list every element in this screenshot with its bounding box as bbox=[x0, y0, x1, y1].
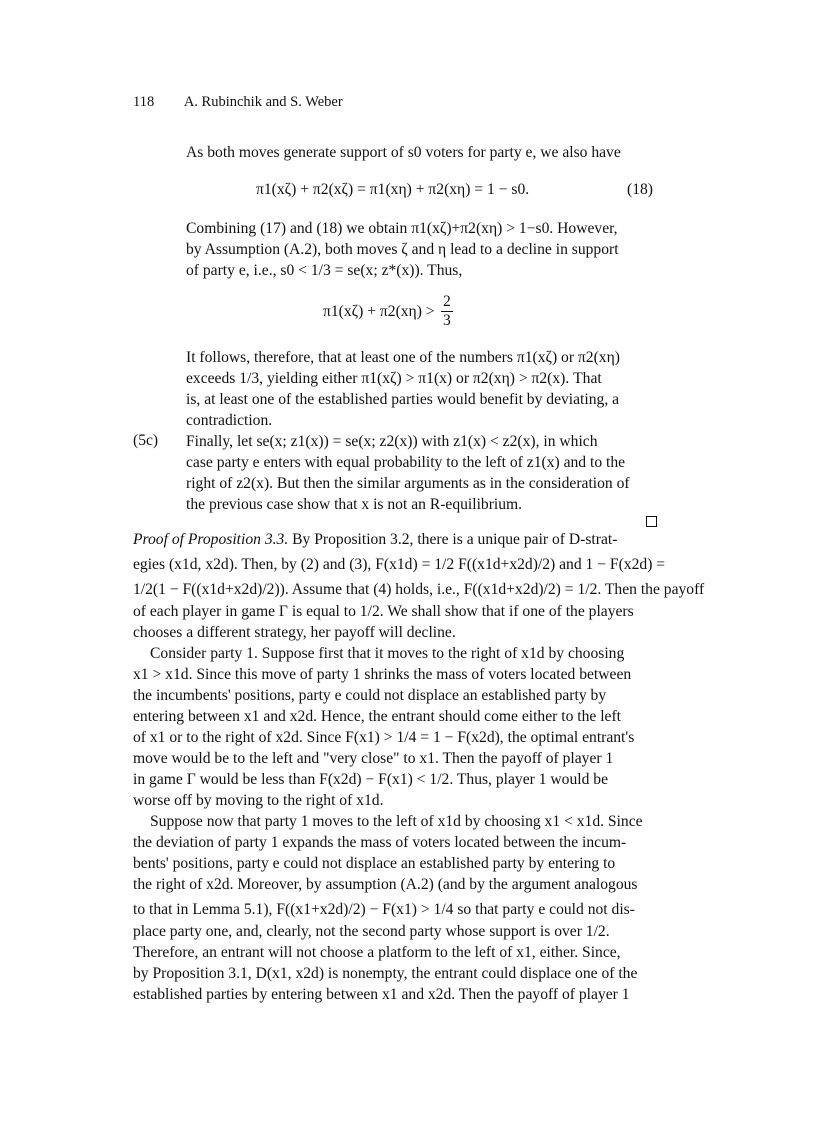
text-line: case party e enters with equal probability to the left of z1(x) and to the bbox=[186, 454, 626, 471]
text-line: established parties by entering between x1 and x2d. Then the payoff of player 1 bbox=[133, 986, 630, 1003]
qed-symbol bbox=[646, 516, 657, 527]
text-line: Therefore, an entrant will not choose a platform to the left of x1, either. Since, bbox=[133, 944, 621, 961]
text-line: It follows, therefore, that at least one of the numbers π1(xζ) or π2(xη) bbox=[186, 349, 620, 366]
text-line: Combining (17) and (18) we obtain π1(xζ)+π2(xη) > 1−s0. However, bbox=[186, 220, 618, 237]
text-line: Suppose now that party 1 moves to the left of x1d by choosing x1 < x1d. Since bbox=[150, 813, 643, 830]
text-line: 1/2(1 − F((x1d+x2d)/2)). Assume that (4) holds, i.e., F((x1d+x2d)/2) = 1/2. Then the payoff bbox=[133, 581, 705, 598]
fraction-two-thirds bbox=[441, 293, 453, 330]
text-line: of x1 or to the right of x2d. Since F(x1) > 1/4 = 1 − F(x2d), the optimal entrant's bbox=[133, 729, 635, 746]
text-line: worse off by moving to the right of x1d. bbox=[133, 792, 384, 809]
text-line: As both moves generate support of s0 voters for party e, we also have bbox=[186, 144, 621, 161]
text-line: of party e, i.e., s0 < 1/3 = se(x; z*(x)). Thus, bbox=[186, 262, 463, 279]
fraction-numerator: 2 bbox=[443, 293, 451, 310]
text-line: in game Γ would be less than F(x2d) − F(x1) < 1/2. Thus, player 1 would be bbox=[133, 771, 609, 788]
text-line: place party one, and, clearly, not the second party whose support is over 1/2. bbox=[133, 923, 610, 940]
text-line: contradiction. bbox=[186, 412, 273, 429]
text-line: by Proposition 3.1, D(x1, x2d) is nonempty, the entrant could displace one of the bbox=[133, 965, 638, 982]
text-line: bents' positions, party e could not displace an established party by entering to bbox=[133, 855, 616, 872]
text-line: the deviation of party 1 expands the mass of voters located between the incum- bbox=[133, 834, 627, 851]
text-line: egies (x1d, x2d). Then, by (2) and (3), F(x1d) = 1/2 F((x1d+x2d)/2) and 1 − F(x2d) = bbox=[133, 556, 666, 573]
fraction-denominator: 3 bbox=[443, 312, 451, 329]
case-label-5c: (5c) bbox=[133, 432, 159, 449]
text-line: Finally, let se(x; z1(x)) = se(x; z2(x)) with z1(x) < z2(x), in which bbox=[186, 433, 598, 450]
text-line: by Assumption (A.2), both moves ζ and η lead to a decline in support bbox=[186, 241, 619, 258]
proof-heading-line bbox=[133, 530, 617, 550]
text-line: the incumbents' positions, party e could not displace an established party by bbox=[133, 687, 607, 704]
text-line: chooses a different strategy, her payoff will decline. bbox=[133, 624, 456, 641]
running-head-authors: A. Rubinchik and S. Weber bbox=[183, 94, 343, 110]
text-line: of each player in game Γ is equal to 1/2. We shall show that if one of the players bbox=[133, 603, 634, 620]
proof-heading: Proof of Proposition 3.3. bbox=[133, 531, 289, 548]
text-line: x1 > x1d. Since this move of party 1 shrinks the mass of voters located between bbox=[133, 666, 632, 683]
text-span: By Proposition 3.2, there is a unique pair of D-strat- bbox=[292, 531, 618, 548]
text-line: exceeds 1/3, yielding either π1(xζ) > π1(x) or π2(xη) > π2(x). That bbox=[186, 370, 602, 387]
text-line: the right of x2d. Moreover, by assumption (A.2) (and by the argument analogous bbox=[133, 876, 638, 893]
text-line: entering between x1 and x2d. Hence, the entrant should come either to the left bbox=[133, 708, 621, 725]
text-line: Consider party 1. Suppose first that it moves to the right of x1d by choosing bbox=[150, 645, 625, 662]
running-header bbox=[133, 94, 343, 111]
text-line: to that in Lemma 5.1), F((x1+x2d)/2) − F(x1) > 1/4 so that party e could not dis- bbox=[133, 901, 635, 918]
text-line: is, at least one of the established parties would benefit by deviating, a bbox=[186, 391, 620, 408]
equation-18: π1(xζ) + π2(xζ) = π1(xη) + π2(xη) = 1 − s0. bbox=[256, 181, 530, 198]
page-number: 118 bbox=[133, 94, 155, 110]
text-line: move would be to the left and "very close" to x1. Then the payoff of player 1 bbox=[133, 750, 614, 767]
text-line: right of z2(x). But then the similar arguments as in the consideration of bbox=[186, 475, 630, 492]
equation-inequality-lhs: π1(xζ) + π2(xη) > bbox=[323, 303, 435, 320]
text-line: the previous case show that x is not an R-equilibrium. bbox=[186, 496, 523, 513]
equation-number-18: (18) bbox=[627, 181, 653, 198]
